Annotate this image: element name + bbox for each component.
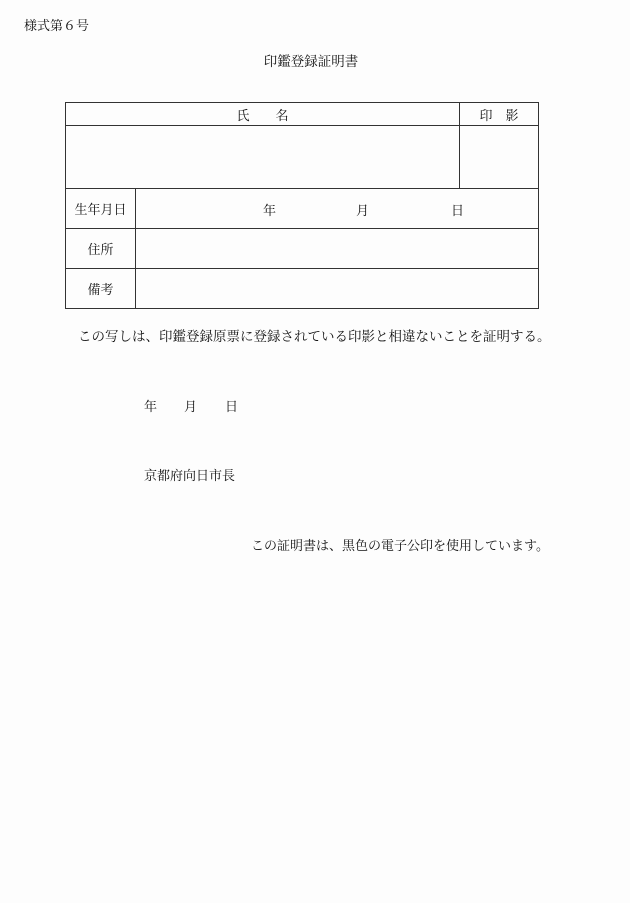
form-number: 様式第６号	[24, 19, 90, 34]
table-row	[66, 189, 539, 229]
certificate-table	[65, 102, 539, 309]
document-title: 印鑑登録証明書	[263, 54, 359, 70]
note-label: 備考	[66, 269, 136, 309]
name-header: 氏 名	[66, 103, 460, 126]
birth-date-value-cell	[136, 189, 539, 229]
issue-day-unit: 日	[225, 400, 239, 415]
issue-year-unit: 年	[144, 400, 158, 415]
issue-month-unit: 月	[184, 400, 198, 415]
birth-year-unit: 年	[263, 204, 277, 219]
issuer-name: 京都府向日市長	[144, 469, 236, 484]
address-value-cell	[136, 229, 539, 269]
name-value-cell	[66, 126, 460, 189]
table-row	[66, 229, 539, 269]
note-value-cell	[136, 269, 539, 309]
birth-day-unit: 日	[451, 204, 465, 219]
table-row	[66, 103, 539, 126]
table-row	[66, 269, 539, 309]
seal-header: 印 影	[460, 103, 539, 126]
birth-month-unit: 月	[356, 204, 370, 219]
electronic-seal-note: この証明書は、黒色の電子公印を使用しています。	[251, 539, 549, 554]
address-label: 住所	[66, 229, 136, 269]
seal-impression-cell	[460, 126, 539, 189]
birth-date-label: 生年月日	[66, 189, 136, 229]
certification-statement: この写しは、印鑑登録原票に登録されている印影と相違ないことを証明する。	[78, 329, 551, 345]
table-row	[66, 126, 539, 189]
